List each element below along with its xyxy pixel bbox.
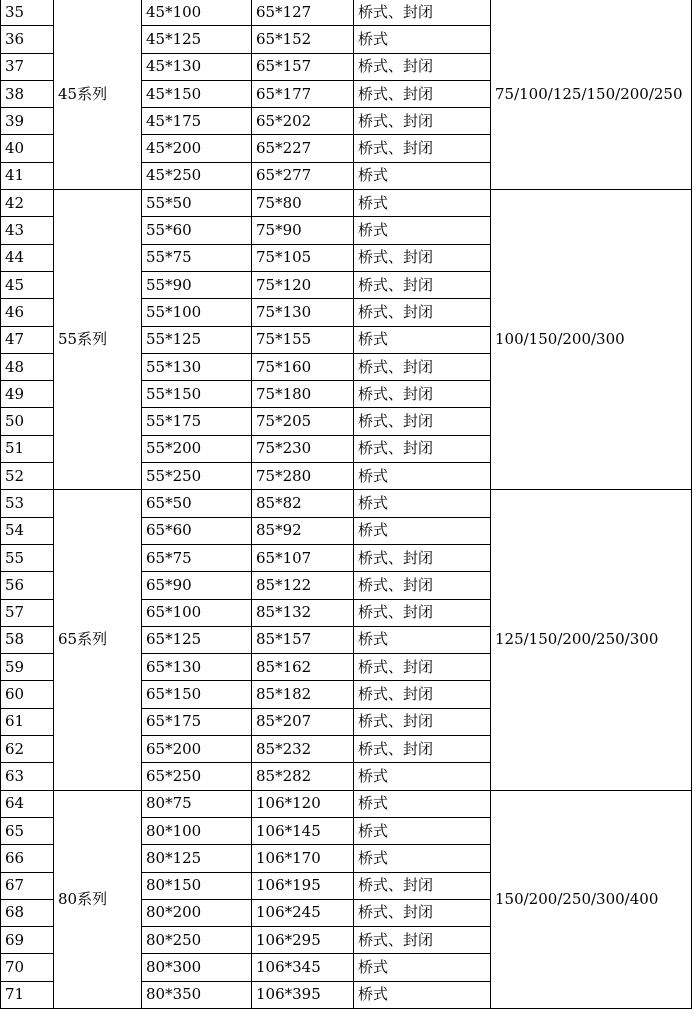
type-cell: 桥式、封闭 [354, 135, 491, 162]
inner-size-cell: 55*100 [142, 299, 252, 326]
row-number-cell: 67 [1, 872, 54, 899]
series-cell: 80系列 [54, 790, 142, 1008]
type-cell: 桥式、封闭 [354, 408, 491, 435]
type-cell: 桥式、封闭 [354, 381, 491, 408]
outer-size-cell: 106*195 [252, 872, 354, 899]
outer-size-cell: 106*170 [252, 845, 354, 872]
inner-size-cell: 55*90 [142, 271, 252, 298]
type-cell: 桥式 [354, 463, 491, 490]
row-number-cell: 69 [1, 927, 54, 954]
table-row [1, 0, 692, 26]
outer-size-cell: 85*162 [252, 654, 354, 681]
row-number-cell: 60 [1, 681, 54, 708]
row-number-cell: 56 [1, 572, 54, 599]
type-cell: 桥式、封闭 [354, 599, 491, 626]
inner-size-cell: 55*175 [142, 408, 252, 435]
outer-size-cell: 75*160 [252, 353, 354, 380]
type-cell: 桥式、封闭 [354, 927, 491, 954]
type-cell: 桥式 [354, 26, 491, 53]
row-number-cell: 51 [1, 435, 54, 462]
outer-size-cell: 85*232 [252, 736, 354, 763]
row-number-cell: 52 [1, 463, 54, 490]
inner-size-cell: 55*50 [142, 190, 252, 217]
type-cell: 桥式、封闭 [354, 353, 491, 380]
type-cell: 桥式 [354, 817, 491, 844]
radius-sizes-cell: 125/150/200/250/300 [491, 490, 692, 790]
type-cell: 桥式、封闭 [354, 736, 491, 763]
outer-size-cell: 65*152 [252, 26, 354, 53]
row-number-cell: 71 [1, 981, 54, 1008]
row-number-cell: 44 [1, 244, 54, 271]
outer-size-cell: 85*207 [252, 708, 354, 735]
outer-size-cell: 65*177 [252, 80, 354, 107]
outer-size-cell: 75*120 [252, 271, 354, 298]
type-cell: 桥式 [354, 517, 491, 544]
inner-size-cell: 55*60 [142, 217, 252, 244]
type-cell: 桥式、封闭 [354, 654, 491, 681]
inner-size-cell: 80*125 [142, 845, 252, 872]
inner-size-cell: 65*200 [142, 736, 252, 763]
type-cell: 桥式 [354, 981, 491, 1008]
inner-size-cell: 80*100 [142, 817, 252, 844]
outer-size-cell: 106*245 [252, 899, 354, 926]
row-number-cell: 66 [1, 845, 54, 872]
inner-size-cell: 65*75 [142, 544, 252, 571]
type-cell: 桥式、封闭 [354, 299, 491, 326]
outer-size-cell: 75*105 [252, 244, 354, 271]
type-cell: 桥式、封闭 [354, 544, 491, 571]
outer-size-cell: 85*92 [252, 517, 354, 544]
inner-size-cell: 65*90 [142, 572, 252, 599]
outer-size-cell: 65*202 [252, 108, 354, 135]
row-number-cell: 36 [1, 26, 54, 53]
type-cell: 桥式、封闭 [354, 80, 491, 107]
row-number-cell: 42 [1, 190, 54, 217]
type-cell: 桥式 [354, 954, 491, 981]
row-number-cell: 45 [1, 271, 54, 298]
inner-size-cell: 55*200 [142, 435, 252, 462]
inner-size-cell: 55*75 [142, 244, 252, 271]
outer-size-cell: 85*282 [252, 763, 354, 790]
outer-size-cell: 106*145 [252, 817, 354, 844]
outer-size-cell: 75*205 [252, 408, 354, 435]
series-cell: 45系列 [54, 0, 142, 190]
outer-size-cell: 106*295 [252, 927, 354, 954]
outer-size-cell: 85*82 [252, 490, 354, 517]
series-cell: 65系列 [54, 490, 142, 790]
type-cell: 桥式、封闭 [354, 435, 491, 462]
inner-size-cell: 80*350 [142, 981, 252, 1008]
outer-size-cell: 85*132 [252, 599, 354, 626]
row-number-cell: 41 [1, 162, 54, 189]
row-number-cell: 37 [1, 53, 54, 80]
type-cell: 桥式 [354, 217, 491, 244]
type-cell: 桥式、封闭 [354, 0, 491, 26]
row-number-cell: 49 [1, 381, 54, 408]
type-cell: 桥式、封闭 [354, 708, 491, 735]
row-number-cell: 35 [1, 0, 54, 26]
row-number-cell: 53 [1, 490, 54, 517]
row-number-cell: 58 [1, 626, 54, 653]
type-cell: 桥式、封闭 [354, 244, 491, 271]
inner-size-cell: 65*250 [142, 763, 252, 790]
outer-size-cell: 65*227 [252, 135, 354, 162]
inner-size-cell: 45*150 [142, 80, 252, 107]
row-number-cell: 48 [1, 353, 54, 380]
outer-size-cell: 75*130 [252, 299, 354, 326]
radius-sizes-cell: 75/100/125/150/200/250 [491, 0, 692, 190]
type-cell: 桥式 [354, 790, 491, 817]
outer-size-cell: 75*280 [252, 463, 354, 490]
outer-size-cell: 106*120 [252, 790, 354, 817]
row-number-cell: 70 [1, 954, 54, 981]
outer-size-cell: 85*122 [252, 572, 354, 599]
inner-size-cell: 45*250 [142, 162, 252, 189]
inner-size-cell: 80*75 [142, 790, 252, 817]
inner-size-cell: 55*125 [142, 326, 252, 353]
outer-size-cell: 85*157 [252, 626, 354, 653]
row-number-cell: 40 [1, 135, 54, 162]
type-cell: 桥式 [354, 490, 491, 517]
row-number-cell: 61 [1, 708, 54, 735]
table-row [1, 490, 692, 517]
type-cell: 桥式、封闭 [354, 271, 491, 298]
row-number-cell: 47 [1, 326, 54, 353]
inner-size-cell: 80*150 [142, 872, 252, 899]
type-cell: 桥式 [354, 162, 491, 189]
inner-size-cell: 80*250 [142, 927, 252, 954]
inner-size-cell: 45*130 [142, 53, 252, 80]
row-number-cell: 38 [1, 80, 54, 107]
radius-sizes-cell: 150/200/250/300/400 [491, 790, 692, 1008]
type-cell: 桥式 [354, 190, 491, 217]
outer-size-cell: 65*277 [252, 162, 354, 189]
row-number-cell: 39 [1, 108, 54, 135]
type-cell: 桥式 [354, 326, 491, 353]
inner-size-cell: 65*50 [142, 490, 252, 517]
radius-sizes-cell: 100/150/200/300 [491, 190, 692, 490]
row-number-cell: 59 [1, 654, 54, 681]
table-row [1, 790, 692, 817]
type-cell: 桥式、封闭 [354, 53, 491, 80]
inner-size-cell: 80*200 [142, 899, 252, 926]
row-number-cell: 68 [1, 899, 54, 926]
type-cell: 桥式 [354, 626, 491, 653]
type-cell: 桥式 [354, 845, 491, 872]
inner-size-cell: 45*100 [142, 0, 252, 26]
inner-size-cell: 65*175 [142, 708, 252, 735]
row-number-cell: 63 [1, 763, 54, 790]
outer-size-cell: 65*157 [252, 53, 354, 80]
row-number-cell: 64 [1, 790, 54, 817]
row-number-cell: 57 [1, 599, 54, 626]
type-cell: 桥式 [354, 763, 491, 790]
outer-size-cell: 85*182 [252, 681, 354, 708]
row-number-cell: 43 [1, 217, 54, 244]
inner-size-cell: 65*150 [142, 681, 252, 708]
row-number-cell: 62 [1, 736, 54, 763]
type-cell: 桥式、封闭 [354, 572, 491, 599]
inner-size-cell: 55*130 [142, 353, 252, 380]
outer-size-cell: 75*155 [252, 326, 354, 353]
inner-size-cell: 45*125 [142, 26, 252, 53]
outer-size-cell: 65*107 [252, 544, 354, 571]
series-cell: 55系列 [54, 190, 142, 490]
row-number-cell: 65 [1, 817, 54, 844]
row-number-cell: 54 [1, 517, 54, 544]
outer-size-cell: 75*180 [252, 381, 354, 408]
type-cell: 桥式、封闭 [354, 108, 491, 135]
outer-size-cell: 75*90 [252, 217, 354, 244]
outer-size-cell: 75*230 [252, 435, 354, 462]
inner-size-cell: 65*125 [142, 626, 252, 653]
inner-size-cell: 65*130 [142, 654, 252, 681]
type-cell: 桥式、封闭 [354, 899, 491, 926]
inner-size-cell: 65*100 [142, 599, 252, 626]
row-number-cell: 46 [1, 299, 54, 326]
outer-size-cell: 106*345 [252, 954, 354, 981]
outer-size-cell: 65*127 [252, 0, 354, 26]
table-row [1, 190, 692, 217]
type-cell: 桥式、封闭 [354, 681, 491, 708]
row-number-cell: 55 [1, 544, 54, 571]
spec-table-body [1, 0, 692, 1008]
outer-size-cell: 106*395 [252, 981, 354, 1008]
row-number-cell: 50 [1, 408, 54, 435]
type-cell: 桥式、封闭 [354, 872, 491, 899]
inner-size-cell: 80*300 [142, 954, 252, 981]
inner-size-cell: 55*250 [142, 463, 252, 490]
inner-size-cell: 45*175 [142, 108, 252, 135]
inner-size-cell: 55*150 [142, 381, 252, 408]
inner-size-cell: 65*60 [142, 517, 252, 544]
inner-size-cell: 45*200 [142, 135, 252, 162]
outer-size-cell: 75*80 [252, 190, 354, 217]
